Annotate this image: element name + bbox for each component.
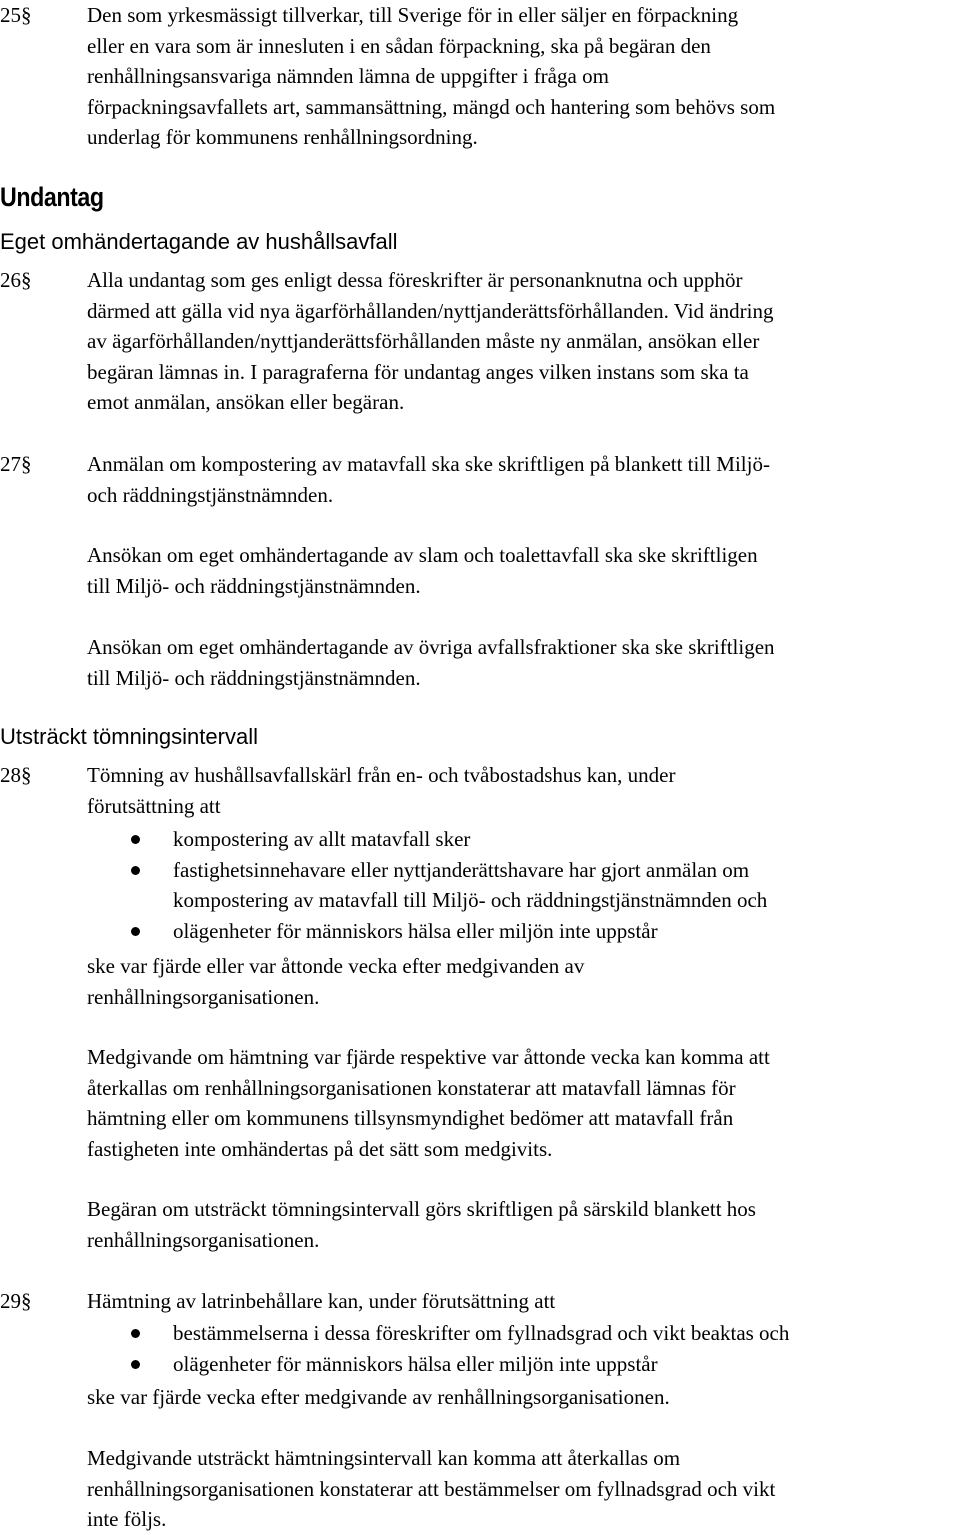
bullet-list <box>87 824 960 946</box>
paragraph-number: 26§ <box>0 268 32 292</box>
list-item <box>87 916 960 947</box>
list-item-text: olägenheter för människors hälsa eller miljön inte uppstår <box>173 918 658 943</box>
list-item <box>87 1318 960 1349</box>
bullet-icon <box>131 927 140 936</box>
paragraph-text: Alla undantag som ges enligt dessa föreskrifter är personanknutna och upphör därmed att gälla vid nya ägarförhållanden/nyttjanderättsförhållanden. Vid ändring av ägarförhållanden/nyttjanderättsförhållanden måste ny anmälan, ansökan eller begäran lämnas in. I paragraferna för undantag anges vilken instans som ska ta emot anmälan, ansökan eller begäran. <box>87 268 774 415</box>
paragraph-outro: ske var fjärde eller var åttonde vecka efter medgivanden av renhållningsorganisationen. <box>87 954 585 1009</box>
paragraph-text: Anmälan om kompostering av matavfall ska ske skriftligen på blankett till Miljö- och räddningstjänstnämnden. <box>87 452 770 507</box>
list-item-text: olägenheter för människors hälsa eller miljön inte uppstår <box>173 1351 658 1376</box>
paragraph-intro: Hämtning av latrinbehållare kan, under förutsättning att <box>87 1289 556 1313</box>
bullet-list <box>87 1318 960 1379</box>
paragraph-text: Begäran om utsträckt tömningsintervall görs skriftligen på särskild blankett hos renhållningsorganisationen. <box>87 1197 756 1252</box>
paragraph-number: 29§ <box>0 1289 32 1313</box>
paragraph-intro: Tömning av hushållsavfallskärl från en- och tvåbostadshus kan, under förutsättning att <box>87 763 676 818</box>
paragraph-text: Den som yrkesmässigt tillverkar, till Sverige för in eller säljer en förpackning eller en vara som är innesluten i en sådan förpackning, ska på begäran den renhållningsansvariga nämnden lämna de uppgifter i fråga om förpackningsavfallets art, sammansättning, mängd och hantering som behövs som underlag för kommunens renhållningsordning. <box>87 3 776 150</box>
paragraph-text: Ansökan om eget omhändertagande av övriga avfallsfraktioner ska ske skriftligen till Miljö- och räddningstjänstnämnden. <box>87 635 775 690</box>
list-item <box>87 855 960 916</box>
paragraph-number: 27§ <box>0 452 32 476</box>
section-heading: Undantag <box>0 182 104 212</box>
list-item <box>87 824 960 855</box>
paragraph-text: Medgivande om hämtning var fjärde respektive var åttonde vecka kan komma att återkallas om renhållningsorganisationen konstaterar att matavfall lämnas för hämtning eller om kommunens tillsynsmyndighet bedömer att matavfall från fastigheten inte omhändertas på det sätt som medgivits. <box>87 1045 770 1161</box>
bullet-icon <box>131 1329 140 1338</box>
bullet-icon <box>131 835 140 844</box>
paragraph-outro: ske var fjärde vecka efter medgivande av renhållningsorganisationen. <box>87 1385 670 1409</box>
bullet-icon <box>131 1360 140 1369</box>
bullet-icon <box>131 866 140 875</box>
list-item <box>87 1349 960 1380</box>
list-item-text: fastighetsinnehavare eller nyttjanderättshavare har gjort anmälan om kompostering av matavfall till Miljö- och räddningstjänstnämnden och <box>173 857 768 913</box>
paragraph-text: Medgivande utsträckt hämtningsintervall kan komma att återkallas om renhållningsorganisationen konstaterar att bestämmelser om fyllnadsgrad och vikt inte följs. <box>87 1446 776 1532</box>
subsection-heading: Utsträckt tömningsintervall <box>0 724 258 749</box>
paragraph-text: Ansökan om eget omhändertagande av slam och toalettavfall ska ske skriftligen till Miljö- och räddningstjänstnämnden. <box>87 543 758 598</box>
paragraph-number: 28§ <box>0 763 32 787</box>
list-item-text: bestämmelserna i dessa föreskrifter om fyllnadsgrad och vikt beaktas och <box>173 1321 790 1345</box>
paragraph-number: 25§ <box>0 3 32 27</box>
list-item-text: kompostering av allt matavfall sker <box>173 827 471 851</box>
subsection-heading: Eget omhändertagande av hushållsavfall <box>0 229 398 254</box>
